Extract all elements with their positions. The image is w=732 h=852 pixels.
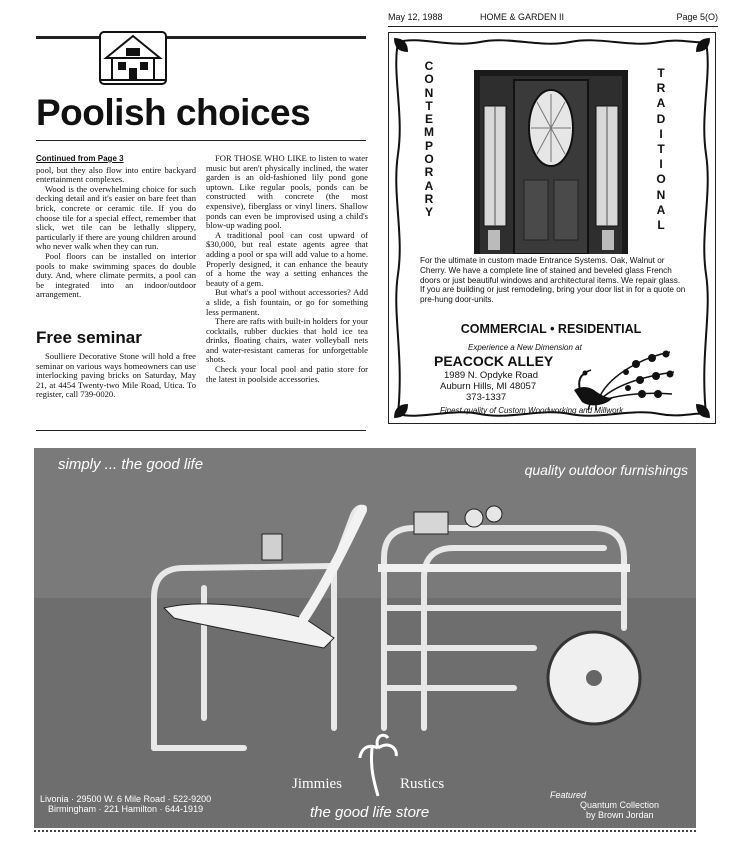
contemporary-vertical-text: C O N T E M P O R A R Y <box>424 59 434 220</box>
header-page: Page 5(O) <box>676 12 718 22</box>
tagline-right: quality outdoor furnishings <box>524 462 688 478</box>
address-city: Auburn Hills, MI 48057 <box>440 381 537 392</box>
section-rule <box>36 36 366 39</box>
tagline-left: simply ... the good life <box>58 456 204 473</box>
store-name-part-1: Jimmies <box>292 776 343 792</box>
business-name: PEACOCK ALLEY <box>434 353 554 369</box>
continued-label: Continued from Page 3 <box>36 154 124 163</box>
seminar-paragraph: Soulliere Decorative Stone will hold a free seminar on various ways homeowners can use interlocking paving bricks on Saturday, May 21, at 4454 Twenty-two Mile Road, Utica. To register, call 739-0020. <box>36 351 196 400</box>
article-column-1 <box>36 154 196 300</box>
header-section: HOME & GARDEN II <box>480 12 565 22</box>
store-slogan: the good life store <box>310 804 430 821</box>
headline-rule <box>36 140 366 141</box>
house-icon <box>96 28 170 86</box>
header-date: May 12, 1988 <box>388 12 443 22</box>
tagline-fine-print: Finest quality of Custom Woodworking and Millwork. <box>440 406 626 415</box>
furniture-illustration <box>34 448 696 828</box>
commercial-residential-label: COMMERCIAL • RESIDENTIAL <box>460 322 642 336</box>
featured-label: Featured <box>550 790 587 800</box>
location-livonia: Livonia · 29500 W. 6 Mile Road · 522-9200 <box>40 794 212 804</box>
page-header <box>388 12 718 26</box>
paragraph: FOR THOSE WHO LIKE to listen to water music but aren't physically inclined, the water garden is an old-fashioned lily pond gone uptown. Like regular pools, ponds can be constructed with concrete (the most expensive), fiberglass or vinyl liners. Shallow ponds can even be improvised using a child's blow-up wading pool. <box>206 153 368 231</box>
paragraph: pool, but they also flow into entire backyard entertainment complexes. <box>36 164 196 185</box>
article-column-2 <box>206 154 368 384</box>
seminar-heading: Free seminar <box>36 328 142 347</box>
featured-brand: by Brown Jordan <box>586 810 654 820</box>
paragraph: Wood is the overwhelming choice for such decking detail and it's easier on bare feet than brick, concrete or ceramic tile. If you do choose tile for a special effect, remember that slick, wet tile can be lethally slippery, particularly if there are young children around who never walk when they can run. <box>36 183 196 252</box>
paragraph: Pool floors can be installed on interior pools to make swimming spaces do double duty. And, where climate permits, a pool can be integrated into an indoor/outdoor arrangement. <box>36 250 196 300</box>
dotted-rule <box>34 830 696 836</box>
paragraph: A traditional pool can cost upward of $30,000, but real estate agents agree that adding a pool or spa will add value to a home. Properly designed, it can enhance the beauty of a home the way a setting enhances the beauty of a gem. <box>206 229 368 288</box>
header-rule <box>388 26 718 27</box>
peacock-ad-body: For the ultimate in custom made Entrance Systems. Oak, Walnut or Cherry. We have a complete line of stained and beveled glass French doors or just beautiful windows and architectural items. We repair glass. If you are building or just remodeling, bring your door list in for a quote on pre-hung door-units. <box>420 256 686 305</box>
traditional-vertical-text: T R A D I T I O N A L <box>656 66 666 233</box>
paragraph: There are rafts with built-in holders for your cocktails, rubber duckies that hold ice tea drinks, floating chairs, water volleyball nets and water-resistant cameras for unforgettable shots. <box>206 316 368 365</box>
peacock-icon <box>570 346 676 412</box>
experience-line: Experience a New Dimension at <box>468 343 582 352</box>
location-birmingham: Birmingham · 221 Hamilton · 644-1919 <box>48 804 204 814</box>
paragraph: But what's a pool without accessories? Add a slide, a fish fountain, or go for something less permanent. <box>206 287 368 317</box>
article-headline: Poolish choices <box>36 92 311 133</box>
store-name-part-2: Rustics <box>400 776 445 792</box>
entrance-door-photo <box>474 70 628 254</box>
seminar-text-block <box>36 352 196 400</box>
article-bottom-rule <box>36 430 366 431</box>
paragraph: Check your local pool and patio store for the latest in poolside accessories. <box>206 364 368 384</box>
furniture-ad-photo <box>34 448 696 828</box>
phone-number: 373-1337 <box>466 392 507 403</box>
address-street: 1989 N. Opdyke Road <box>444 370 539 381</box>
featured-collection: Quantum Collection <box>580 800 660 810</box>
